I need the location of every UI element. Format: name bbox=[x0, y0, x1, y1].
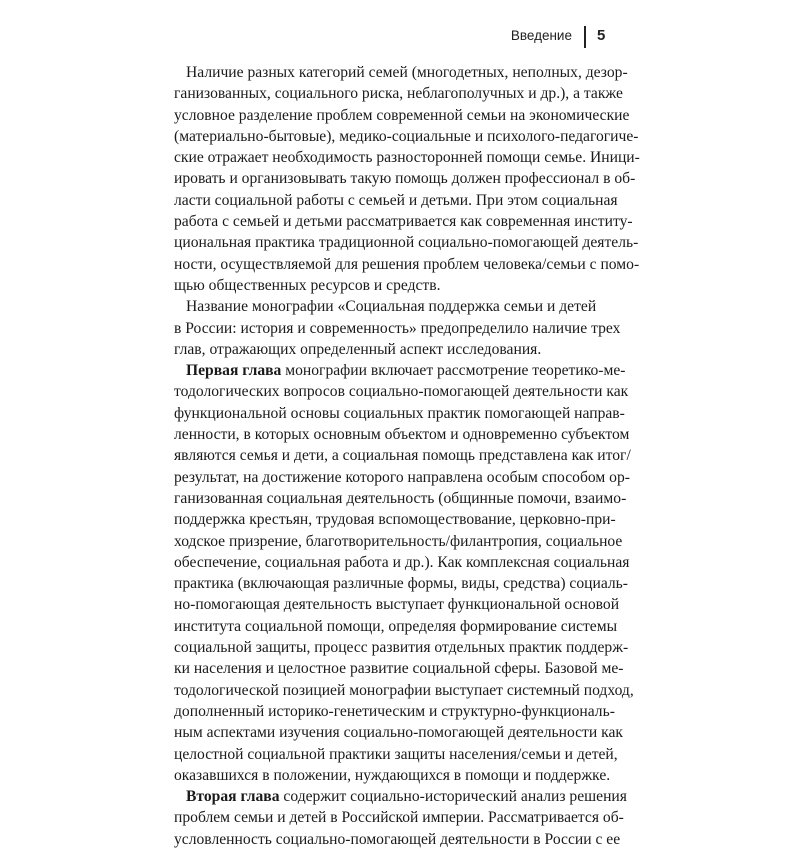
text-line: целостной социальной практики защиты населения/семьи и детей, bbox=[174, 745, 618, 763]
text-line: ки населения и целостное развитие социальной сферы. Базовой ме- bbox=[174, 660, 624, 678]
text-line: функциональной основы социальных практик помогающей направ- bbox=[174, 404, 625, 422]
text-line: глав, отражающих определенный аспект исследования. bbox=[174, 340, 542, 358]
text-line: поддержка крестьян, трудовая вспомоществование, церковно-при- bbox=[174, 511, 616, 529]
text-line: проблем семьи и детей в Российской империи. Рассматривается об- bbox=[174, 809, 624, 827]
running-header bbox=[0, 24, 800, 50]
text-line bbox=[174, 786, 627, 807]
text-line: но-помогающая деятельность выступает функциональной основой bbox=[174, 596, 620, 614]
text-line: работа с семьей и детьми рассматривается как современная институ- bbox=[174, 213, 633, 231]
text-line: ласти социальной работы с семьей и детьми. При этом социальная bbox=[174, 191, 618, 209]
bold-heading-first-chapter: Первая глава bbox=[186, 362, 282, 380]
text-line: ным аспектами изучения социально-помогающей деятельности как bbox=[174, 724, 623, 742]
text-line: щью общественных ресурсов и средств. bbox=[174, 276, 441, 294]
text-line: тодологических вопросов социально-помогающей деятельности как bbox=[174, 383, 629, 401]
text-line: являются семья и дети, а социальная помощь представлена как итог/ bbox=[174, 447, 631, 465]
text-line-rest: содержит социально-исторический анализ решения bbox=[283, 788, 627, 806]
text-line: института социальной помощи, определяя формирование системы bbox=[174, 617, 618, 635]
text-line: ленности, в которых основным объектом и одновременно субъектом bbox=[174, 426, 630, 444]
header-separator bbox=[584, 26, 586, 48]
text-line: ганизованных, социального риска, неблагополучных и др.), а также bbox=[174, 85, 623, 103]
body-text bbox=[174, 62, 640, 850]
text-line: Наличие разных категорий семей (многодетных, неполных, дезор- bbox=[186, 64, 628, 81]
page-number: 5 bbox=[597, 27, 606, 44]
text-line: циональная практика традиционной социально-помогающей деятель- bbox=[174, 234, 639, 252]
text-line: условленность социально-помогающей деятельности в России с ее bbox=[174, 830, 621, 848]
text-line: (материально-бытовые), медико-социальные и психолого-педагогиче- bbox=[174, 127, 639, 145]
text-line: ходское призрение, благотворительность/филантропия, социальное bbox=[174, 532, 623, 550]
text-line: оказавшихся в положении, нуждающихся в помощи и поддержке. bbox=[174, 766, 611, 784]
text-line: ские отражает необходимость разносторонней помощи семье. Иници- bbox=[174, 149, 640, 167]
text-line: ганизованная социальная деятельность (общинные помочи, взаимо- bbox=[174, 489, 627, 507]
text-line: социальной защиты, процесс развития отдельных практик поддерж- bbox=[174, 639, 629, 657]
text-line bbox=[174, 360, 626, 381]
text-line: условное разделение проблем современной семьи на экономические bbox=[174, 106, 630, 124]
section-title: Введение bbox=[510, 28, 572, 43]
text-line: дополненный историко-генетическим и структурно-функциональ- bbox=[174, 702, 615, 720]
text-line: практика (включающая различные формы, виды, средства) социаль- bbox=[174, 575, 628, 593]
text-line: Название монографии «Социальная поддержка семьи и детей bbox=[186, 298, 597, 316]
text-line: ности, осуществляемой для решения проблем человека/семьи с помо- bbox=[174, 255, 640, 273]
text-line: обеспечение, социальная работа и др.). Как комплексная социальная bbox=[174, 553, 630, 571]
text-line-rest: монографии включает рассмотрение теоретико-ме- bbox=[285, 362, 626, 380]
text-line: ировать и организовывать такую помощь должен профессионал в об- bbox=[174, 170, 636, 188]
text-line: результат, на достижение которого направлена особым способом ор- bbox=[174, 468, 630, 486]
text-line: тодологической позицией монографии выступает системный подход, bbox=[174, 681, 634, 699]
text-line: в России: история и современность» предопределило наличие трех bbox=[174, 319, 621, 337]
bold-heading-second-chapter: Вторая глава bbox=[186, 788, 280, 806]
